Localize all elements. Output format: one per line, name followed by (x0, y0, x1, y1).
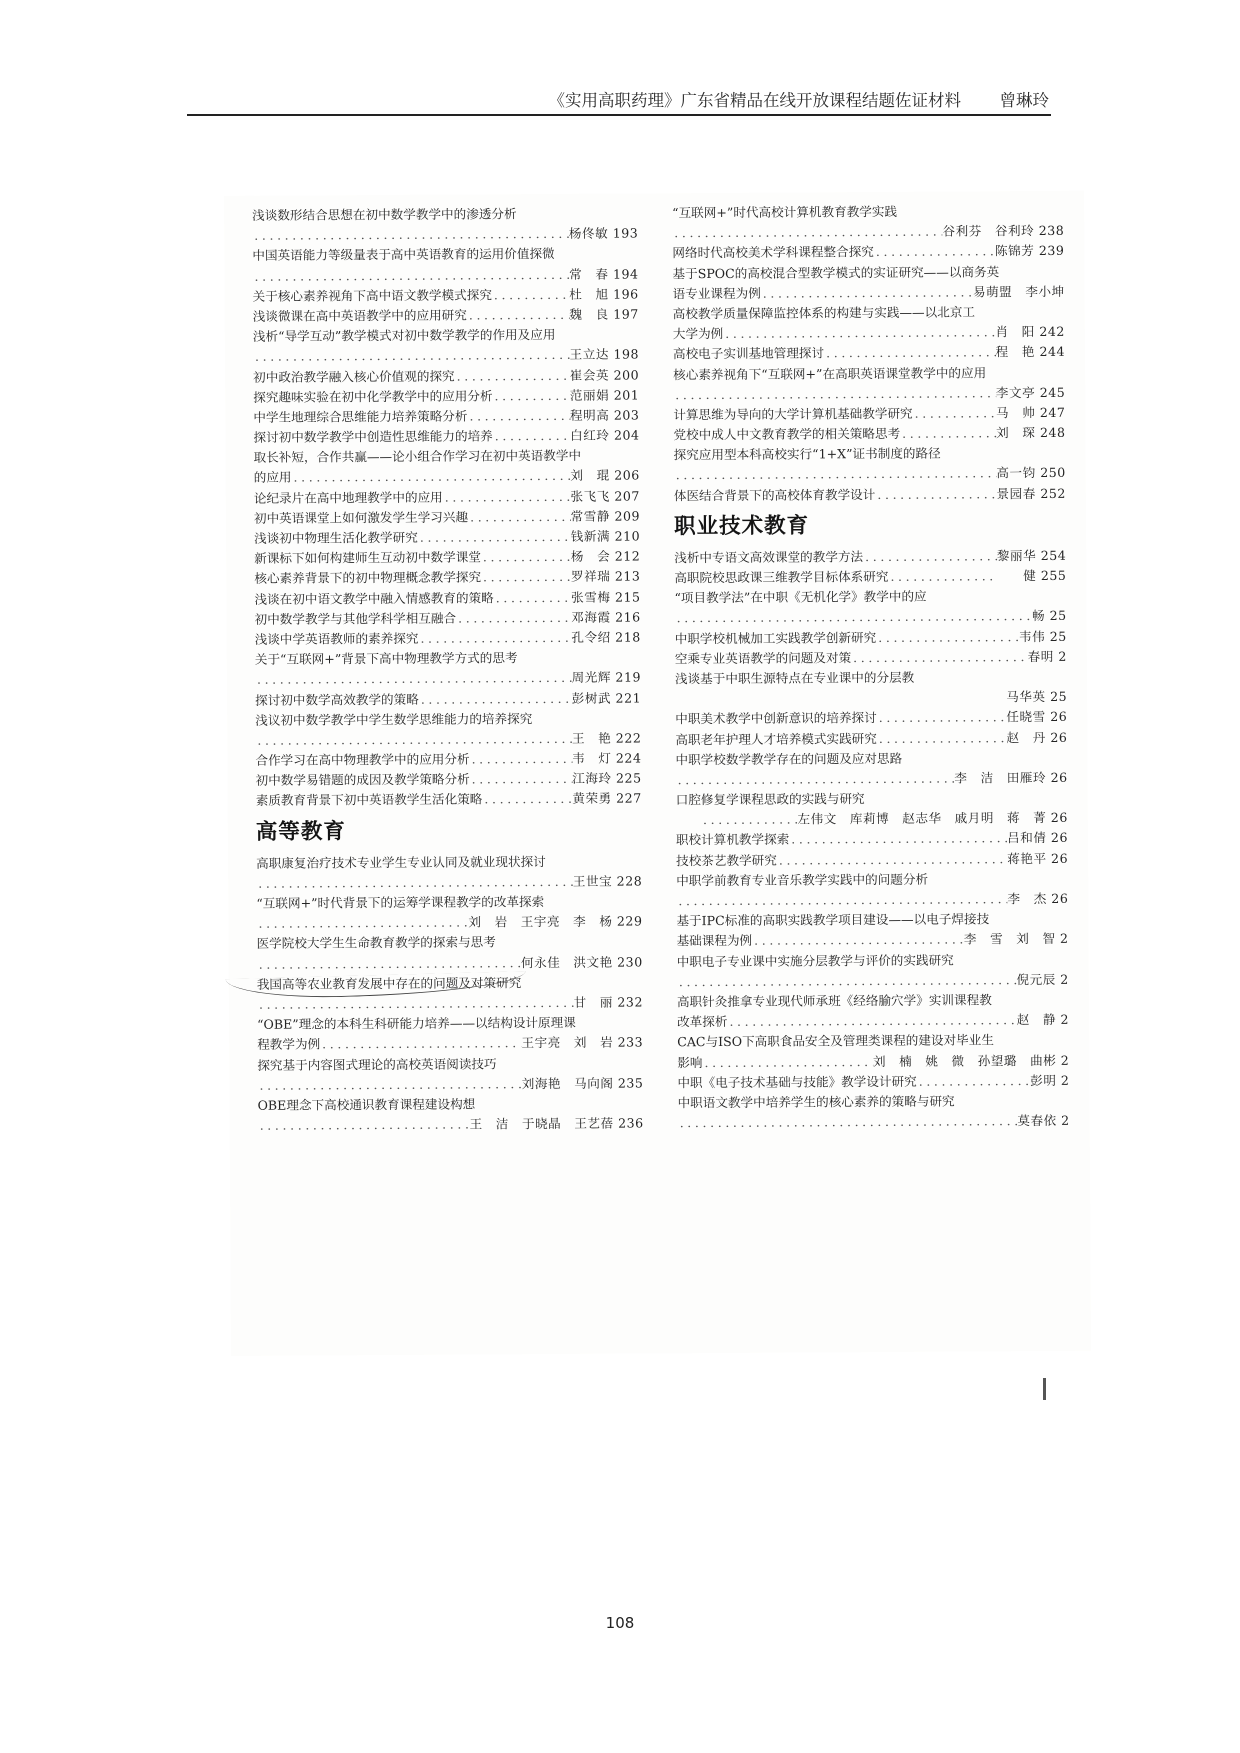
entry-author-page: 莫春依 2 (1017, 1112, 1070, 1129)
entry-author-page: 刘 琨 206 (570, 467, 640, 484)
contents-title-line (252, 203, 638, 226)
contents-entry-line (255, 668, 641, 691)
entry-author-page: 倪元辰 2 (1016, 971, 1069, 987)
contents-title-line (674, 586, 1066, 609)
entry-author-page: 刘海艳 马向阁 235 (521, 1075, 644, 1091)
contents-entry-line (255, 688, 641, 711)
dot-leader (291, 466, 570, 488)
entry-author-page: 高一钧 250 (996, 465, 1066, 481)
dot-leader (320, 1034, 521, 1055)
contents-entry-line (672, 221, 1064, 244)
entry-title: 中职《电子技术基础与技能》教学设计研究 (677, 1073, 917, 1090)
dot-leader (469, 749, 572, 770)
entry-title: 影响 (677, 1054, 703, 1070)
contents-entry-line (674, 483, 1066, 506)
contents-entry-line (257, 952, 643, 975)
entry-author-page: 刘 岩 王宇亮 李 杨 229 (468, 913, 643, 930)
entry-author-page: 孔令绍 218 (571, 629, 641, 645)
dot-leader (467, 305, 570, 326)
entry-author-page: 张飞飞 207 (570, 488, 640, 504)
dot-leader (888, 566, 997, 587)
contents-right-column (672, 201, 1070, 1134)
dot-leader (874, 242, 995, 263)
contents-title-line (675, 667, 1067, 690)
contents-title-line (677, 1091, 1069, 1114)
entry-author-page: 范丽娟 201 (569, 387, 640, 403)
entry-title: 素质教育背景下初中英语教学生活化策略 (255, 791, 483, 809)
contents-entry-line (677, 1050, 1069, 1073)
contents-entry-line (675, 606, 1067, 629)
entry-author-page: 景园春 252 (996, 485, 1066, 501)
contents-entry-line (676, 889, 1068, 912)
dot-leader (456, 608, 571, 629)
entry-title: 浅谈微课在高中英语教学中的应用研究 (252, 307, 467, 324)
contents-entry-line (254, 466, 640, 489)
entry-author-page: 程明高 203 (569, 407, 640, 423)
dot-leader (468, 507, 571, 528)
contents-entry-line (257, 1073, 643, 1096)
entry-author-page: 刘 楠 姚 微 孙望璐 曲彬 2 (872, 1052, 1070, 1069)
entry-title: 初中数学教学与其他学科学相互融合 (254, 610, 457, 627)
dot-leader (493, 426, 571, 447)
dot-leader (256, 913, 468, 934)
contents-entry-line (677, 970, 1069, 993)
dot-leader (676, 889, 1007, 911)
entry-author-page: 魏 良 197 (569, 306, 639, 322)
entry-author-page: 陈锦芳 239 (994, 243, 1065, 259)
dot-leader (877, 708, 1007, 729)
contents-entry-line (254, 547, 640, 570)
entry-title: 基于IPC标准的高职实践教学项目建设——以电子焊接技 (676, 911, 990, 929)
entry-title: 浅议初中数学教学中学生数学思维能力的培养探究 (255, 710, 533, 728)
contents-entry-line (674, 463, 1066, 486)
entry-title: 计算思维为导向的大学计算机基础教学研究 (673, 405, 913, 423)
entry-title: 大学为例 (672, 326, 724, 342)
contents-title-line (256, 851, 642, 874)
entry-title: 中学生地理综合思维能力培养策略分析 (253, 408, 468, 425)
entry-author-page: 易萌盟 李小坤 (972, 283, 1065, 300)
entry-author-page: 周光辉 219 (571, 669, 641, 686)
entry-author-page: 王宇亮 刘 岩 233 (521, 1034, 644, 1051)
dot-leader (761, 282, 973, 303)
entry-title: 口腔修复学课程思政的实践与研究 (675, 791, 865, 808)
entry-author-page: 王 洁 于晓晶 王艺蓓 236 (469, 1115, 644, 1132)
contents-entry-line (675, 707, 1067, 730)
entry-title: 医学院校大学生生命教育教学的探索与思考 (256, 934, 496, 952)
contents-entry-line (252, 264, 638, 287)
contents-entry-line (676, 768, 1068, 791)
entry-title: “互联网+”时代高校计算机教育教学实践 (672, 203, 898, 221)
contents-title-line (257, 1053, 643, 1076)
entry-author-page: 健 255 (996, 567, 1067, 584)
contents-entry-line (254, 506, 640, 529)
dot-leader (863, 546, 997, 567)
entry-title: 探究趣味实验在初中化学教学中的应用分析 (253, 388, 493, 405)
entry-title: 探讨初中数学教学中创造性思维能力的培养 (253, 428, 493, 445)
dot-leader (752, 930, 964, 951)
spacer (675, 701, 1006, 703)
entry-title: 探讨初中数学高效教学的策略 (255, 691, 419, 708)
entry-title: 合作学习在高中物理教学中的应用分析 (255, 751, 470, 768)
entry-title: 程教学为例 (257, 1036, 321, 1053)
entry-author-page: 刘 琛 248 (996, 424, 1066, 441)
entry-author-page: 杜 旭 196 (569, 286, 639, 302)
entry-title: 语专业课程为例 (672, 285, 761, 302)
dot-leader (677, 970, 1017, 992)
page-number: 108 (605, 1614, 635, 1632)
entry-title: 新课标下如何构建师生互动初中数学课堂 (254, 549, 481, 567)
entry-title: CAC与ISO下高职食品安全及管理类课程的建设对毕业生 (677, 1032, 994, 1050)
entry-title: 网络时代高校美术学科课程整合探究 (672, 244, 874, 261)
dot-leader (913, 403, 997, 424)
contents-title-line (673, 302, 1065, 325)
entry-author-page: 谷利芬 谷利玲 238 (942, 223, 1065, 239)
entry-title: 高职针灸推拿专业现代师承班《经络腧穴学》实训课程教 (676, 992, 992, 1010)
entry-title: 论纪录片在高中地理教学中的应用 (253, 489, 443, 506)
contents-entry-line (254, 526, 640, 549)
entry-title: “OBE”理念的本科生科研能力培养——以结构设计原理课 (257, 1014, 576, 1032)
entry-title: 核心素养视角下“互联网+”在高职英语课堂教学中的应用 (673, 364, 987, 382)
entry-title: 中职学前教育专业音乐教学实践中的问题分析 (676, 871, 929, 889)
entry-title: 中国英语能力等级量表于高中英语教育的运用价值探微 (252, 246, 555, 264)
dot-leader (824, 343, 996, 364)
entry-author-page: 李 洁 田雁玲 26 (954, 769, 1068, 786)
dot-leader (494, 587, 572, 608)
contents-entry-line (674, 566, 1066, 589)
entry-title: 初中数学易错题的成因及教学策略分析 (255, 771, 470, 789)
dot-leader (257, 1074, 521, 1096)
contents-entry-line (675, 647, 1067, 670)
dot-leader (467, 406, 570, 427)
dot-leader (875, 484, 996, 505)
dot-leader (482, 789, 572, 810)
contents-title-line (674, 443, 1066, 466)
dot-leader (418, 628, 571, 649)
contents-entry-line (257, 1033, 643, 1056)
section-heading: 职业技术教育 (673, 513, 810, 540)
entry-author-page: 李 雪 刘 智 2 (963, 931, 1069, 947)
dot-leader (675, 606, 1032, 628)
contents-entry-line (253, 345, 639, 368)
contents-title-line (256, 891, 642, 914)
contents-entry-line (253, 426, 639, 449)
contents-title-line (672, 261, 1064, 284)
contents-entry-line (677, 1071, 1069, 1094)
entry-author-page: 王世宝 228 (572, 873, 643, 889)
contents-title-line (257, 932, 643, 955)
entry-author-page: 彭树武 221 (571, 689, 642, 706)
entry-title: OBE理念下高校通识教育课程建设构想 (257, 1096, 476, 1113)
entry-author-page: 杨佟敏 193 (568, 225, 639, 242)
contents-entry-line (675, 727, 1067, 750)
dot-leader (492, 285, 570, 306)
entry-title: 浅谈基于中职生源特点在专业课中的分层教 (674, 669, 915, 687)
dot-leader (252, 224, 569, 246)
header-title: 《实用高职药理》广东省精品在线开放课程结题佐证材料 (548, 91, 961, 110)
contents-title-line (677, 949, 1069, 972)
entry-title: 基于SPOC的高校混合型教学模式的实证研究——以商务英 (672, 263, 1000, 281)
contents-title-line (257, 1093, 643, 1116)
contents-entry-line (253, 304, 639, 327)
entry-title: 高职康复治疗技术专业学生专业认同及就业现状探讨 (256, 853, 546, 871)
dot-leader (455, 365, 570, 386)
contents-title-line (255, 648, 641, 671)
dot-leader (255, 729, 572, 751)
page-header (187, 86, 1051, 116)
contents-entry-line (255, 749, 641, 772)
entry-author-page: 王立达 198 (569, 346, 640, 363)
contents-entry-line (676, 808, 1068, 831)
scanned-contents-page (224, 191, 1091, 1356)
entry-author-page: 肖 阳 242 (995, 323, 1065, 340)
section-heading: 高等教育 (255, 818, 346, 845)
entry-title: 中职电子专业课中实施分层教学与评价的实践研究 (676, 952, 954, 969)
contents-entry-line (677, 929, 1069, 952)
contents-title-line (253, 325, 639, 348)
dot-leader (702, 1052, 873, 1073)
entry-title: 关于“互联网+”背景下高中物理教学方式的思考 (254, 650, 518, 667)
entry-title: 浅谈在初中语文教学中融入情感教育的策略 (254, 589, 494, 607)
dot-leader (672, 222, 942, 244)
entry-author-page: 彭明 2 (1030, 1072, 1070, 1088)
contents-entry-line (674, 546, 1066, 569)
contents-entry-line (253, 365, 639, 388)
entry-title: 党校中成人中文教育教学的相关策略思考 (673, 425, 901, 443)
dot-leader (676, 768, 955, 790)
dot-leader (727, 1010, 1016, 1032)
dot-leader (252, 264, 569, 286)
entry-title: 改革探析 (677, 1014, 728, 1030)
entry-title: 浅谈数形结合思想在初中数学教学中的渗透分析 (252, 206, 517, 223)
contents-entry-line (255, 728, 641, 751)
contents-entry-line (255, 607, 641, 630)
dot-leader (255, 668, 572, 690)
entry-author-page: 邓海霞 216 (571, 609, 641, 625)
contents-entry-line (676, 848, 1068, 871)
entry-author-page: 蒋艳平 26 (1007, 850, 1069, 866)
entry-author-page: 韦伟 25 (1018, 628, 1067, 644)
entry-title: 高职院校思政课三维教学目标体系研究 (674, 568, 889, 586)
dot-leader (900, 423, 996, 444)
entry-title: 初中英语课堂上如何激发学生学习兴趣 (253, 509, 469, 526)
entry-author-page: 常雪静 209 (570, 508, 641, 524)
dot-leader (418, 527, 571, 548)
entry-title: 技校茶艺教学研究 (676, 852, 777, 868)
contents-title-line (255, 708, 641, 731)
entry-author-page: 常 春 194 (569, 266, 639, 282)
entry-author-page: 赵 静 2 (1016, 1011, 1070, 1028)
entry-author-page: 白红玲 204 (570, 427, 640, 443)
entry-title: 取长补短，合作共赢——论小组合作学习在初中英语教学中 (253, 448, 582, 466)
contents-entry-line (256, 912, 642, 935)
entry-title: 高职老年护理人才培养模式实践研究 (675, 730, 877, 747)
contents-title-line (673, 362, 1065, 385)
entry-title: 关于核心素养视角下高中语文教学模式探究 (252, 287, 492, 304)
entry-title: “项目教学法”在中职《无机化学》教学中的应 (674, 588, 927, 606)
entry-author-page: 春明 2 (1027, 648, 1067, 664)
entry-title: 浅析中专语文高效课堂的教学方法 (674, 548, 864, 566)
dot-leader (678, 1111, 1018, 1133)
entry-author-page: 黄荣勇 227 (572, 790, 642, 807)
entry-title: 高校电子实训基地管理探讨 (672, 345, 825, 362)
contents-title-line (676, 869, 1068, 892)
entry-author-page: 畅 25 (1031, 608, 1067, 624)
contents-title-line (254, 446, 640, 469)
dot-leader (777, 849, 1008, 871)
entry-title: 探究基于内容图式理论的高校英语阅读技巧 (257, 1055, 497, 1073)
contents-entry-line (675, 687, 1067, 710)
contents-title-line (675, 748, 1067, 771)
entry-author-page: 甘 丽 232 (573, 994, 643, 1010)
dot-leader (701, 810, 798, 831)
entry-title: 基础课程为例 (676, 933, 753, 949)
entry-title: 中职学校机械加工实践教学创新研究 (674, 629, 877, 646)
entry-author-page: 王 艳 222 (571, 730, 642, 746)
entry-author-page: 江海玲 225 (572, 770, 642, 787)
dot-leader (723, 322, 995, 344)
entry-title: 探究应用型本科高校实行“1+X”证书制度的路径 (673, 445, 941, 463)
contents-entry-line (673, 342, 1065, 365)
entry-author-page: 崔会英 200 (569, 366, 640, 383)
dot-leader (481, 567, 571, 588)
entry-title: 核心素养背景下的初中物理概念教学探究 (254, 569, 482, 587)
contents-title-line (677, 990, 1069, 1013)
entry-title: 初中政治教学融入核心价值观的探究 (253, 368, 455, 385)
entry-title: 浅谈中学英语教师的素养探究 (254, 630, 419, 647)
contents-entry-line (672, 241, 1064, 264)
entry-author-page: 程 艳 244 (995, 344, 1066, 360)
contents-entry-line (678, 1111, 1070, 1134)
contents-entry-line (673, 403, 1065, 426)
contents-entry-line (252, 224, 638, 247)
contents-title-line (257, 1013, 643, 1036)
entry-author-page: 张雪梅 215 (571, 589, 641, 605)
contents-title-line (676, 909, 1068, 932)
contents-entry-line (673, 282, 1065, 305)
entry-title: 我国高等农业教育发展中存在的问题及对策研究 (256, 974, 522, 992)
dot-leader (256, 872, 573, 894)
contents-entry-line (253, 385, 639, 408)
entry-author-page: 钱新满 210 (570, 528, 641, 544)
entry-title: 浅析“导学互动”教学模式对初中数学教学的作用及应用 (252, 327, 556, 344)
entry-author-page: 左伟文 库莉博 赵志华 戚月明 蒋 菁 26 (797, 810, 1068, 827)
entry-title: 中职美术教学中创新意识的培养探讨 (675, 710, 877, 727)
entry-author-page: 罗祥瑞 213 (570, 568, 641, 585)
contents-entry-line (673, 423, 1065, 446)
contents-entry-line (254, 567, 640, 590)
dot-leader (481, 547, 571, 568)
entry-title: 中职语文教学中培养学生的核心素养的策略与研究 (677, 1093, 955, 1111)
entry-author-page: 吕和倩 26 (1007, 830, 1068, 846)
dot-leader (673, 383, 996, 405)
dot-leader (674, 464, 997, 486)
contents-entry-line (673, 322, 1065, 345)
contents-entry-line (254, 587, 640, 610)
entry-author-page: 任晓雪 26 (1006, 709, 1068, 725)
entry-title (676, 810, 701, 830)
entry-title: 空乘专业英语教学的问题及对策 (674, 649, 852, 667)
entry-title: “互联网+”时代背景下的运筹学课程教学的改革探索 (256, 894, 545, 911)
dot-leader (876, 627, 1019, 648)
entry-title: 职校计算机教学探索 (675, 831, 790, 848)
entry-author-page: 黎丽华 254 (996, 547, 1067, 564)
contents-title-line (677, 1030, 1069, 1053)
dot-leader (443, 487, 571, 508)
dot-leader (258, 1115, 470, 1136)
entry-author-page: 赵 丹 26 (1006, 729, 1068, 745)
dot-leader (253, 345, 570, 367)
contents-entry-line (256, 871, 642, 894)
dot-leader (470, 769, 573, 790)
header-author: 曾琳玲 (999, 91, 1049, 110)
contents-entry-line (258, 1114, 644, 1137)
entry-author-page: 李文亭 245 (995, 384, 1066, 400)
contents-title-line (672, 201, 1064, 224)
contents-entry-line (253, 284, 639, 307)
contents-entry-line (253, 405, 639, 428)
dot-leader (877, 728, 1007, 749)
entry-title: 的应用 (253, 470, 292, 486)
entry-author-page: 马 帅 247 (995, 404, 1066, 421)
entry-title: 中职学校数学教学存在的问题及应对思路 (675, 750, 903, 767)
scan-edge-mark (1043, 1378, 1046, 1400)
entry-author-page: 何永佳 洪文艳 230 (520, 954, 643, 970)
contents-title-line (676, 788, 1068, 811)
entry-author-page: 李 杰 26 (1007, 890, 1069, 907)
entry-author-page: 杨 会 212 (570, 548, 641, 565)
dot-leader (917, 1071, 1031, 1092)
contents-entry-line (254, 486, 640, 509)
contents-title-line (252, 244, 638, 267)
entry-author-page: 韦 灯 224 (572, 750, 642, 766)
dot-leader (851, 647, 1028, 668)
contents-entry-line (673, 383, 1065, 406)
contents-entry-line (256, 789, 642, 812)
contents-entry-line (675, 626, 1067, 649)
contents-entry-line (676, 828, 1068, 851)
contents-entry-line (255, 627, 641, 650)
dot-leader (419, 688, 572, 709)
contents-entry-line (256, 769, 642, 792)
contents-entry-line (677, 1010, 1069, 1033)
dot-leader (789, 829, 1007, 851)
entry-title: 高校教学质量保障监控体系的构建与实践——以北京工 (672, 304, 976, 322)
entry-title: 浅谈初中物理生活化教学研究 (254, 529, 418, 546)
dot-leader (492, 386, 570, 407)
entry-title: 体医结合背景下的高校体育教学设计 (673, 486, 876, 503)
entry-author-page: 马华英 25 (1006, 688, 1068, 705)
